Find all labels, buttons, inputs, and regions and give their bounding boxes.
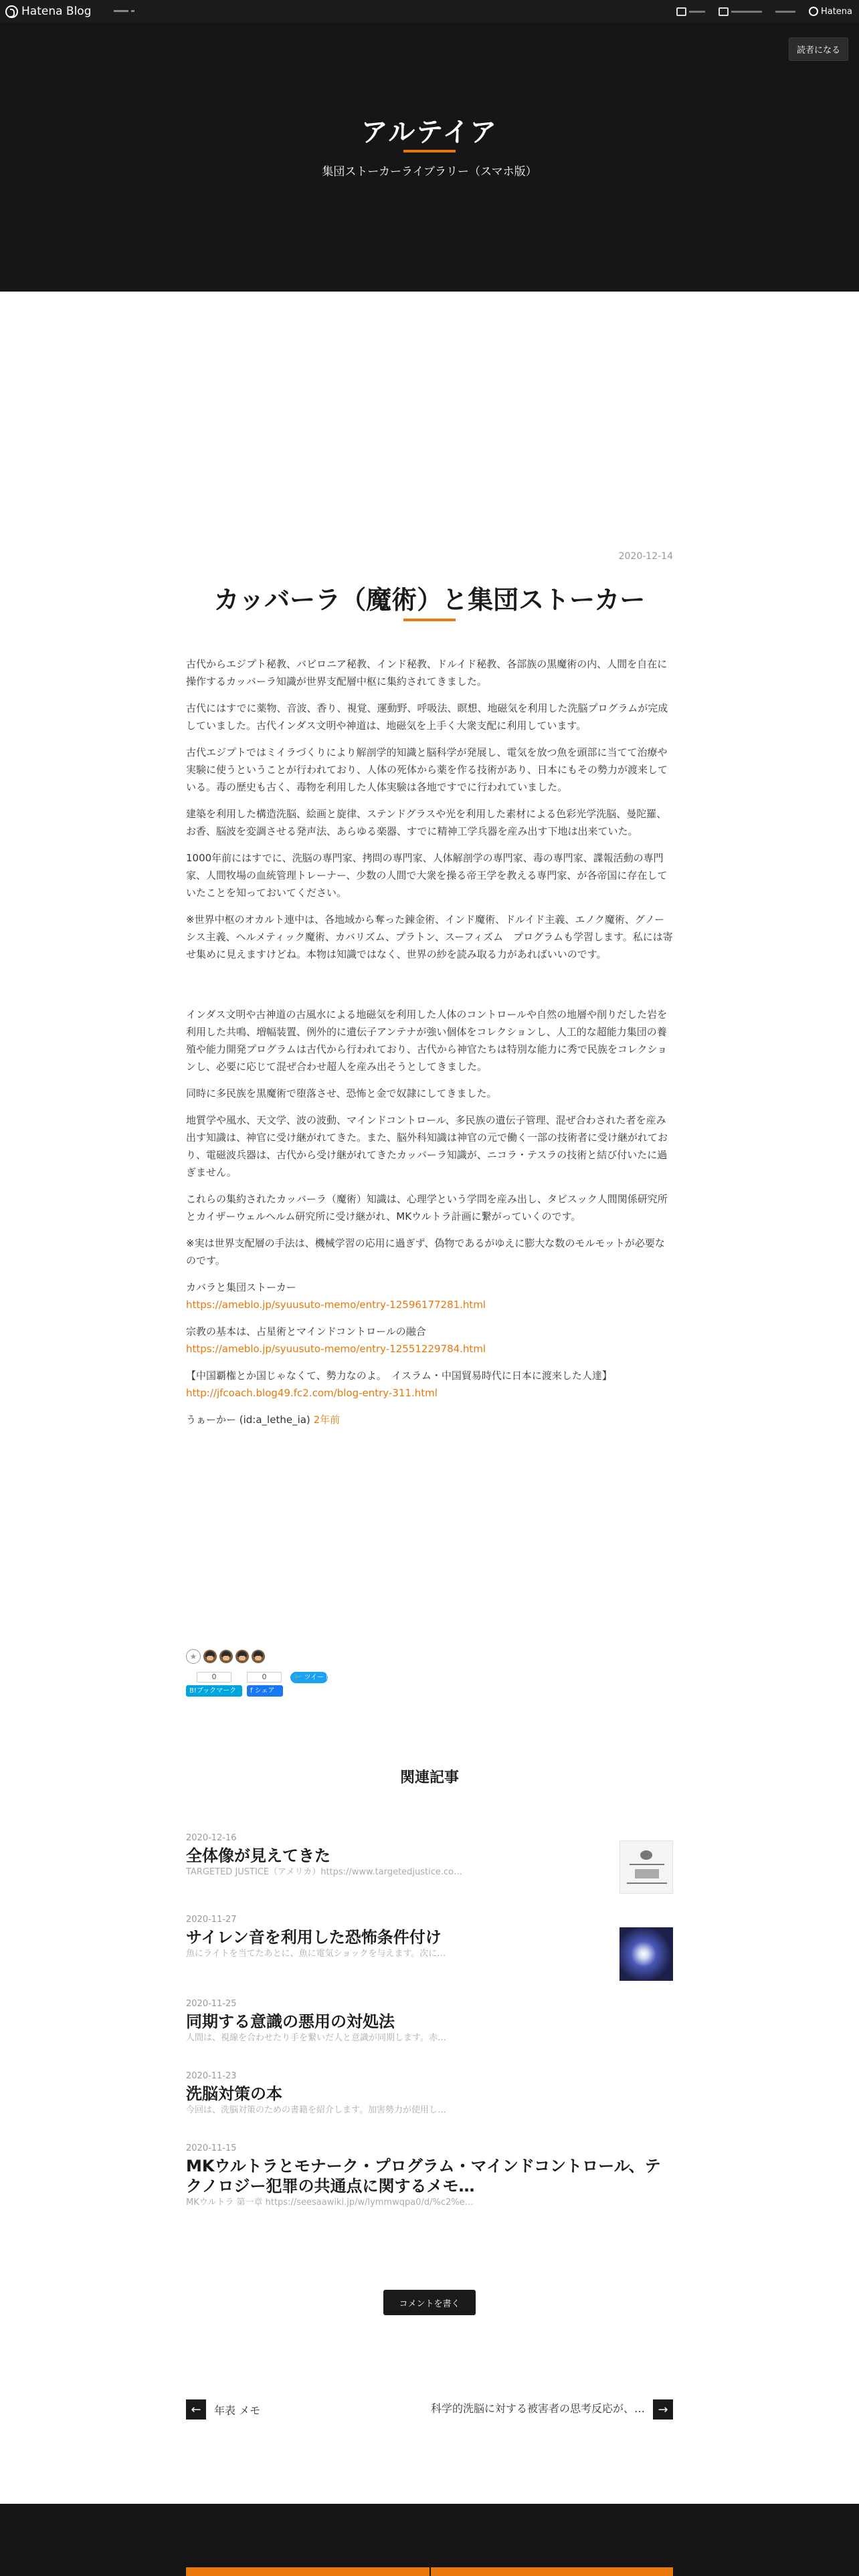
paragraph: 古代エジプトではミイラづくりにより解剖学的知識と脳科学が発展し、電気を放つ魚を頭部に当てて治療や実験に使うということが行われており、人体の死体から薬を作る技術があり、日本にもその勢力が渡来している。毒の歴史も古く、毒物を利用した人体実験は各地ですでに行われていました。	[186, 746, 668, 793]
pager-next-title: 科学的洗脳に対する被害者の思考反応が、…	[430, 2402, 645, 2415]
reference-label: 宗教の基本は、占星術とマインドコントロールの融合	[186, 1325, 426, 1337]
facebook-count: 0	[247, 1672, 282, 1683]
write-comment-button[interactable]: コメントを書く	[383, 2290, 476, 2315]
related-entry[interactable]	[186, 2070, 673, 2117]
title-underline	[403, 150, 456, 152]
blog-menu-toggle[interactable]	[114, 9, 138, 13]
related-entry[interactable]	[186, 1832, 673, 1879]
facebook-share-button[interactable]: f シェア	[247, 1685, 283, 1697]
pencil-icon	[676, 7, 686, 16]
menu-line-icon	[114, 10, 128, 12]
hatena-account-button[interactable]	[809, 7, 852, 17]
brand-label: Hatena Blog	[21, 5, 92, 18]
user-menu-button[interactable]	[775, 11, 795, 13]
blog-header	[0, 23, 859, 292]
reference-block	[186, 1279, 673, 1313]
user-avatar-icon[interactable]	[219, 1650, 233, 1663]
paragraph-spacer	[186, 972, 673, 1006]
paragraph: これらの集約されたカッバーラ（魔術）知識は、心理学という学問を産み出し、タビスック人間関係研究所とカイザーウェルヘルム研究所に受け継がれ、MKウルトラ計画に繋がっていくのです。	[186, 1193, 668, 1222]
write-entry-label-bar	[689, 11, 705, 13]
subscribe-button[interactable]: 読者になる	[789, 37, 848, 61]
related-date: 2020-11-25	[186, 1999, 237, 2009]
reference-label: カバラと集団ストーカー	[186, 1281, 296, 1293]
paragraph: 同時に多民族を黒魔術で堕落させ、恐怖と金で奴隷にしてきました。	[186, 1087, 497, 1099]
related-thumbnail[interactable]	[619, 1840, 673, 1894]
pager-prev-title: 年表 メモ	[214, 2403, 261, 2417]
related-heading: 関連記事	[399, 1769, 459, 1786]
hatena-top-bar	[0, 0, 859, 23]
author-name[interactable]: うぁーかー (id:a_lethe_ia)	[186, 1414, 310, 1426]
related-entry[interactable]	[186, 2143, 673, 2210]
hatena-bookmark-button[interactable]: B!ブックマーク	[186, 1685, 242, 1697]
paragraph: インダス文明や古神道の古風水による地磁気を利用した人体のコントロールや自然の地層や削りだした岩を利用した共鳴、増幅装置、例外的に遺伝子アンテナが強い個体をコレクションし、人工的な超能力集団の養殖や能力開発プログラムは古代から行われており、古代から神官たちは特別な能力に秀で民族をコレクションし、必要に応じて混ぜ合わせ超人を産み出そうとしてきました。	[186, 1008, 668, 1073]
paragraph: ※実は世界支配層の手法は、機械学習の応用に過ぎず、偽物であるがゆえに膨大な数のモルモットが必要なのです。	[186, 1237, 665, 1267]
top-bar-actions	[676, 5, 852, 18]
related-title[interactable]: サイレン音を利用した恐怖条件付け	[186, 1928, 442, 1947]
hatena-logo-icon	[5, 5, 18, 18]
related-snippet: 今回は、洗脳対策のための書籍を紹介します。加害勢力が使用し…	[186, 2105, 446, 2115]
bookmark-count: 0	[197, 1672, 231, 1683]
hatena-label: Hatena	[820, 6, 852, 17]
dashboard-icon	[719, 7, 729, 16]
reference-label: 【中国覇権とか国じゃなくて、勢力なのよ。 イスラム・中国貿易時代に日本に渡来した人達】	[186, 1370, 612, 1382]
user-avatar-icon[interactable]	[235, 1650, 249, 1663]
entry-title-underline	[403, 619, 456, 621]
hatena-circle-icon	[809, 7, 818, 16]
dashboard-button[interactable]	[719, 7, 762, 16]
user-menu-label-bar	[775, 11, 795, 13]
arrow-left-icon: ←	[186, 2399, 206, 2420]
arrow-right-icon: →	[653, 2399, 673, 2420]
footer-tab[interactable]	[430, 2567, 673, 2576]
footer-tab[interactable]	[186, 2567, 430, 2576]
hatena-blog-logo[interactable]	[5, 4, 92, 19]
blog-title[interactable]: アルテイア	[361, 117, 498, 148]
user-avatar-icon[interactable]	[252, 1650, 265, 1663]
paragraph: 地質学や風水、天文学、波の波動、マインドコントロール、多民族の遺伝子管理、混ぜ合わされた者を産み出す知識は、神官に受け継がれてきた。また、脳外科知識は神官の元で働く一部の技術者に受け継がれており、電磁波兵器は、古代から受け継がれてきたカッバーラ知識が、ニコラ・テスラの技術と結び付いたに過ぎません。	[186, 1114, 668, 1178]
paragraph: 古代からエジプト秘教、バビロニア秘教、インド秘教、ドルイド秘教、各部族の黒魔術の内、人間を自在に操作するカッバーラ知識が世界支配層中枢に集約されてきました。	[186, 658, 668, 687]
hatena-star-area	[186, 1649, 265, 1664]
related-date: 2020-11-15	[186, 2143, 237, 2153]
dashboard-label-bar	[731, 11, 762, 13]
reference-link[interactable]: https://ameblo.jp/syuusuto-memo/entry-12551229784.html	[186, 1343, 486, 1355]
related-title[interactable]: 洗脳対策の本	[186, 2084, 282, 2103]
reference-block	[186, 1367, 673, 1402]
related-snippet: 魚にライトを当てたあとに、魚に電気ショックを与えます。次に…	[186, 1949, 446, 1959]
related-snippet: TARGETED JUSTICE（アメリカ）https://www.targetedjustice.co…	[186, 1867, 463, 1877]
reference-block	[186, 1323, 673, 1358]
related-title[interactable]: MKウルトラとモナーク・プログラム・マインドコントロール、テクノロジー犯罪の共通点に関するメモ…	[186, 2157, 661, 2195]
write-entry-button[interactable]	[676, 7, 705, 16]
entry-footer-author	[186, 1411, 673, 1428]
blog-description: 集団ストーカーライブラリー（スマホ版）	[322, 165, 537, 179]
social-share-buttons	[186, 1672, 360, 1699]
entry-content	[186, 655, 673, 1438]
pager-prev-link[interactable]	[186, 2399, 260, 2420]
related-thumbnail[interactable]	[619, 1927, 673, 1981]
paragraph: 1000年前にはすでに、洗脳の専門家、拷問の専門家、人体解剖学の専門家、毒の専門家、諜報活動の専門家、人間牧場の血統管理トレーナー、少数の人間で大衆を操る帝王学を教える専門家、が各帝国に存在していたことを知っておいてください。	[186, 852, 668, 899]
related-snippet: MKウルトラ 第一章 https://seesaawiki.jp/w/lymmwqpa0/d/%c2%e…	[186, 2197, 474, 2208]
user-avatar-icon[interactable]	[203, 1650, 217, 1663]
entry-title[interactable]: カッバーラ（魔術）と集団ストーカー	[213, 585, 646, 615]
paragraph: ※世界中枢のオカルト連中は、各地域から奪った錬金術、インド魔術、ドルイド主義、エノク魔術、グノーシス主義、ヘルメティック魔術、カバリズム、プラトン、スーフィズム プログラムも学習します。私には寄せ集めに見えますけどね。本物は知識ではなく、世界の紗を読み取る力があればいいのです。	[186, 914, 673, 960]
related-title[interactable]: 全体像が見えてきた	[186, 1846, 330, 1865]
reference-link[interactable]: https://ameblo.jp/syuusuto-memo/entry-12596177281.html	[186, 1299, 486, 1311]
reference-link[interactable]: http://jfcoach.blog49.fc2.com/blog-entry-311.html	[186, 1387, 438, 1399]
related-entry[interactable]	[186, 1914, 673, 1961]
related-date: 2020-12-16	[186, 1833, 237, 1843]
pager-next-link[interactable]	[424, 2399, 673, 2420]
tweet-button[interactable]: 🐦 ツイート	[290, 1672, 328, 1683]
related-date: 2020-11-23	[186, 2071, 237, 2081]
entry-date[interactable]: 2020-12-14	[618, 551, 673, 562]
related-title[interactable]: 同期する意識の悪用の対処法	[186, 2012, 395, 2031]
menu-dot-icon	[131, 10, 134, 12]
related-date: 2020-11-27	[186, 1915, 237, 1925]
page-footer	[0, 2504, 859, 2576]
related-snippet: 人間は、視線を合わせたり手を繋いだ人と意識が同期します。赤…	[186, 2033, 446, 2043]
paragraph: 古代にはすでに薬物、音波、香り、視覚、運動野、呼吸法、瞑想、地磁気を利用した洗脳プログラムが完成していました。古代インダス文明や神道は、地磁気を上手く大衆支配に利用しています。	[186, 702, 668, 732]
add-star-icon[interactable]: ★	[186, 1649, 201, 1664]
entry-time-ago[interactable]: 2年前	[313, 1414, 341, 1426]
related-entry[interactable]	[186, 1998, 673, 2045]
paragraph: 建築を利用した構造洗脳、絵画と旋律、ステンドグラスや光を利用した素材による色彩光学洗脳、曼陀羅、お香、脳波を変調させる発声法、あらゆる楽器、すでに精神工学兵器を産み出す下地は出来ていた。	[186, 808, 667, 837]
